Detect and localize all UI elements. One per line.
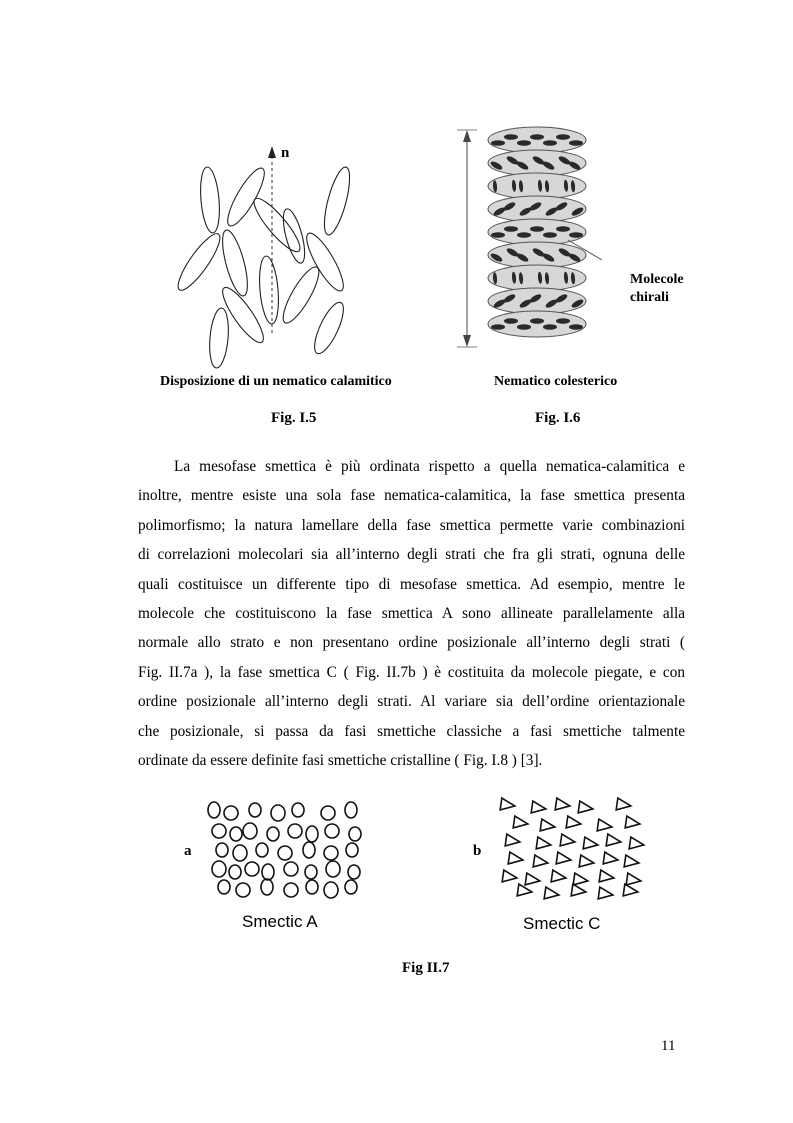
paragraph-line: Fig. II.7a ), la fase smettica C ( Fig. II.7b ) è costituita da molecole piegate, e con (138, 663, 685, 681)
paragraph-line: La mesofase smettica è più ordinata rispetto a quella nematica-calamitica e (174, 458, 685, 475)
chiral-annotation-line1: Molecole (630, 272, 684, 287)
smectic-a-molecule (303, 842, 315, 858)
paragraph-line: inoltre, mentre esiste una sola fase nematica-calamitica, la fase smettica presenta (138, 487, 685, 505)
smectic-a-molecule (218, 880, 230, 894)
paragraph-line: ordine posizionale all’interno degli strati. Al variare sia dell’ordine orientazionale (138, 693, 685, 711)
fig6-label: Fig. I.6 (535, 410, 581, 426)
smectic-a-molecule (346, 843, 358, 857)
smectic-a-molecule (345, 880, 357, 894)
smectic-a-molecule (236, 883, 250, 897)
smectic-c-molecule (579, 855, 595, 869)
smectic-c-molecule (560, 834, 576, 848)
smectic-a-molecule (243, 823, 257, 839)
panel-a-letter: a (184, 843, 192, 859)
smectic-c-molecule (606, 834, 622, 848)
smectic-c-molecule (544, 887, 560, 901)
page-number: 11 (661, 1038, 676, 1054)
smectic-c-molecule (597, 819, 613, 833)
smectic-a-molecule (278, 846, 292, 860)
paragraph-line: quali costituisce un differente tipo di mesofase smettica. Ad esempio, mentre le (138, 575, 685, 593)
smectic-c-molecules (500, 798, 645, 901)
smectic-a-molecule (216, 843, 228, 857)
smectic-c-molecule (500, 798, 516, 812)
smectic-c-molecule (625, 816, 641, 830)
smectic-c-molecule (626, 873, 642, 887)
smectic-a-molecule (267, 827, 279, 841)
smectic-a-molecule (284, 862, 298, 876)
chiral-annotation-line2: chirali (630, 290, 669, 305)
smectic-c-molecule (513, 816, 529, 830)
smectic-a-molecule (262, 864, 274, 880)
smectic-c-molecule (505, 834, 521, 848)
smectic-c-molecule (583, 837, 599, 851)
smectic-c-molecule (531, 801, 547, 815)
smectic-a-molecule (349, 827, 361, 841)
smectic-c-molecule (525, 873, 541, 887)
paragraph-line: che posizionale, si passa da fasi smettiche classiche a fasi smettiche talmente (138, 722, 685, 740)
smectic-a-molecule (306, 880, 318, 894)
panel-a-title: Smectic A (242, 912, 318, 931)
smectic-a-molecule (292, 803, 304, 817)
smectic-a-molecule (306, 826, 318, 842)
smectic-c-molecule (623, 884, 639, 898)
fig5-label: Fig. I.5 (271, 410, 317, 426)
smectic-a-molecule (284, 883, 298, 897)
smectic-c-molecule (616, 798, 632, 812)
panel-b-letter: b (473, 843, 482, 859)
director-label: n (281, 145, 290, 161)
smectic-a-molecule (348, 865, 360, 879)
smectic-c-molecule (540, 819, 556, 833)
smectic-c-molecule (598, 887, 614, 901)
paragraph-line: molecole che costituiscono la fase smettica A sono allineate parallelamente alla (138, 604, 685, 622)
smectic-c-molecule (603, 852, 619, 866)
smectic-a-molecule (261, 879, 273, 895)
fig7-label: Fig II.7 (402, 960, 450, 976)
smectic-c-molecule (629, 837, 645, 851)
smectic-a-molecule (224, 806, 238, 820)
smectic-a-molecule (288, 824, 302, 838)
smectic-a-molecule (233, 845, 247, 861)
smectic-c-molecule (551, 870, 567, 884)
smectic-a-molecule (249, 803, 261, 817)
smectic-c-molecule (536, 837, 552, 851)
paragraph-line: normale allo strato e non presentano ordine posizionale all’interno degli strati ( (138, 634, 685, 652)
smectic-a-molecule (324, 846, 338, 860)
smectic-c-molecule (533, 855, 549, 869)
smectic-c-molecule (556, 852, 572, 866)
smectic-c-molecule (571, 884, 587, 898)
smectic-a-molecule (230, 827, 242, 841)
fig5-caption: Disposizione di un nematico calamitico (160, 374, 392, 389)
smectic-a-molecule (229, 865, 241, 879)
smectic-c-molecule (555, 798, 571, 812)
smectic-c-molecule (599, 870, 615, 884)
smectic-a-molecule (324, 882, 338, 898)
smectic-a-molecules (208, 802, 361, 898)
smectic-c-molecule (508, 852, 524, 866)
smectic-a-molecule (325, 824, 339, 838)
smectic-a-molecule (305, 865, 317, 879)
panel-b-title: Smectic C (523, 914, 601, 933)
smectic-a-molecule (212, 824, 226, 838)
paragraph-line: di correlazioni molecolari sia all’interno degli strati che fra gli strati, ognuna delle (138, 546, 685, 564)
smectic-c-molecule (624, 855, 640, 869)
fig6-caption: Nematico colesterico (494, 374, 618, 389)
smectic-a-molecule (256, 843, 268, 857)
smectic-a-molecule (345, 802, 357, 818)
smectic-a-molecule (212, 861, 226, 877)
smectic-a-molecule (321, 806, 335, 820)
smectic-c-molecule (566, 816, 582, 830)
smectic-c-molecule (578, 801, 594, 815)
paragraph-line: ordinate da essere definite fasi smettiche cristalline ( Fig. I.8 ) [3]. (138, 751, 543, 769)
smectic-a-molecule (245, 862, 259, 876)
paragraph-line: polimorfismo; la natura lamellare della fase smettica permette varie combinazioni (138, 516, 685, 534)
smectic-a-molecule (271, 805, 285, 821)
smectic-a-molecule (208, 802, 220, 818)
smectic-c-molecule (502, 870, 518, 884)
smectic-a-molecule (326, 861, 340, 877)
smectic-c-molecule (517, 884, 533, 898)
